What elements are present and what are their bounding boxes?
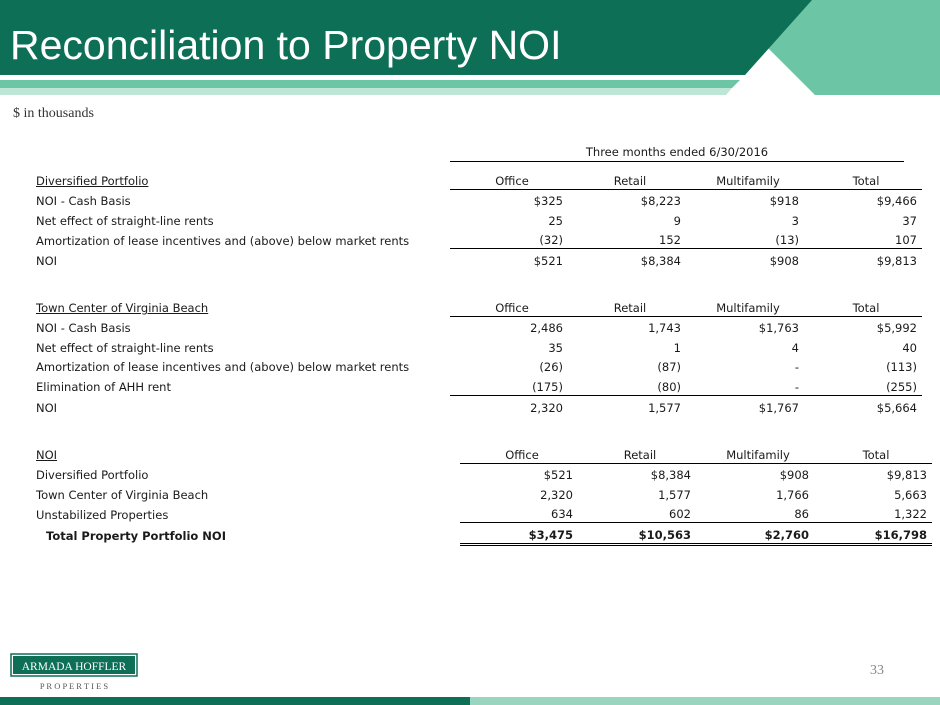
section-title: Town Center of Virginia Beach [36,301,209,316]
table-row [36,189,922,209]
column-header: Office [460,443,578,463]
cell-value: (175) [450,375,568,395]
cell-value: (255) [804,375,922,395]
cell-value: 40 [902,340,917,355]
table-row [36,503,932,523]
cell-value: (87) [657,360,681,375]
cell-value: 1,577 [648,400,681,415]
town-center-table [36,296,922,416]
units-note: $ in thousands [13,106,94,121]
cell-value: - [686,375,804,395]
cell-value: $8,223 [640,194,681,209]
cell-value: $908 [769,253,799,268]
cell-value: $5,992 [876,321,917,336]
cell-value: $9,813 [876,253,917,268]
cell-value: - [794,360,799,375]
cell-value: 25 [548,213,563,228]
footer-dark-segment [0,697,470,705]
table-row [36,229,922,249]
cell-value: $5,664 [876,400,917,415]
footer-light-segment [470,697,940,705]
cell-value: 9 [673,213,681,228]
row-label: Unstabilized Properties [36,507,169,522]
row-label: NOI - Cash Basis [36,321,131,336]
column-header: Office [450,169,568,189]
cell-value: 1,743 [648,321,681,336]
cell-value: 152 [568,229,686,249]
cell-value: $521 [543,468,573,483]
footer-bar [0,697,940,705]
row-label: Net effect of straight-line rents [36,213,214,228]
row-label: Total Property Portfolio NOI [46,529,226,544]
cell-value: 602 [669,507,691,522]
grand-total-row [36,523,932,545]
cell-value: $1,767 [758,400,799,415]
logo-name: ARMADA HOFFLER [21,661,127,673]
cell-value: $10,563 [578,523,696,545]
column-header: Office [450,296,568,316]
company-logo [10,653,142,693]
table-row [36,336,922,356]
table-header-row [36,443,932,463]
banner-pale-stripe [0,80,740,88]
cell-value: 35 [548,340,563,355]
row-label: Elimination of AHH rent [36,380,171,395]
column-header: Retail [568,296,686,316]
row-label: Town Center of Virginia Beach [36,487,209,502]
table-header-row [36,296,922,316]
logo-tagline: P R O P E R T I E S [39,681,109,691]
table-row [36,463,932,483]
cell-value: 37 [902,213,917,228]
cell-value: 1,577 [658,487,691,502]
cell-value: 5,663 [894,487,927,502]
cell-value: $918 [769,194,799,209]
cell-value: 634 [551,507,573,522]
cell-value: $8,384 [650,468,691,483]
row-label: NOI - Cash Basis [36,194,131,209]
cell-value: $325 [533,194,563,209]
cell-value: 1,766 [776,487,809,502]
table-row [36,483,932,503]
cell-value: (26) [539,360,563,375]
table-row [36,209,922,229]
table-row [36,375,922,395]
total-row [36,395,922,415]
table-row [36,316,922,336]
page-number: 33 [870,663,884,678]
column-header: Retail [578,443,696,463]
cell-value: 1 [673,340,681,355]
noi-summary-table [36,443,932,546]
banner-pale-stripe-2 [0,88,732,95]
cell-value: 2,486 [530,321,563,336]
cell-value: 2,320 [540,487,573,502]
total-row [36,249,922,269]
table-header-row [36,169,922,189]
cell-value: $8,384 [640,253,681,268]
cell-value: 2,320 [530,400,563,415]
column-header: Total [814,443,932,463]
row-label: Diversified Portfolio [36,468,149,483]
column-header: Multifamily [686,169,804,189]
cell-value: $9,466 [876,194,917,209]
cell-value: $16,798 [814,523,932,545]
page-title: Reconciliation to Property NOI [10,22,562,68]
section-title: NOI [36,448,58,463]
cell-value: $2,760 [696,523,814,545]
cell-value: $908 [779,468,809,483]
period-header: Three months ended 6/30/2016 [450,145,904,162]
section-title: Diversified Portfolio [36,174,149,189]
table-row [36,356,922,376]
diversified-portfolio-table [36,169,922,269]
cell-value: (32) [450,229,568,249]
cell-value: $3,475 [460,523,578,545]
cell-value: (13) [686,229,804,249]
cell-value: $521 [533,253,563,268]
row-label: NOI [36,400,58,415]
column-header: Multifamily [696,443,814,463]
row-label: NOI [36,253,58,268]
cell-value: 107 [804,229,922,249]
cell-value: 4 [791,340,799,355]
cell-value: 3 [791,213,799,228]
column-header: Retail [568,169,686,189]
cell-value: (113) [886,360,917,375]
row-label: Amortization of lease incentives and (above) below market rents [36,233,410,248]
cell-value: $9,813 [886,468,927,483]
column-header: Total [804,169,922,189]
cell-value: 1,322 [894,507,927,522]
column-header: Multifamily [686,296,804,316]
row-label: Amortization of lease incentives and (above) below market rents [36,360,410,375]
cell-value: (80) [568,375,686,395]
row-label: Net effect of straight-line rents [36,340,214,355]
column-header: Total [804,296,922,316]
cell-value: $1,763 [758,321,799,336]
cell-value: 86 [794,507,809,522]
